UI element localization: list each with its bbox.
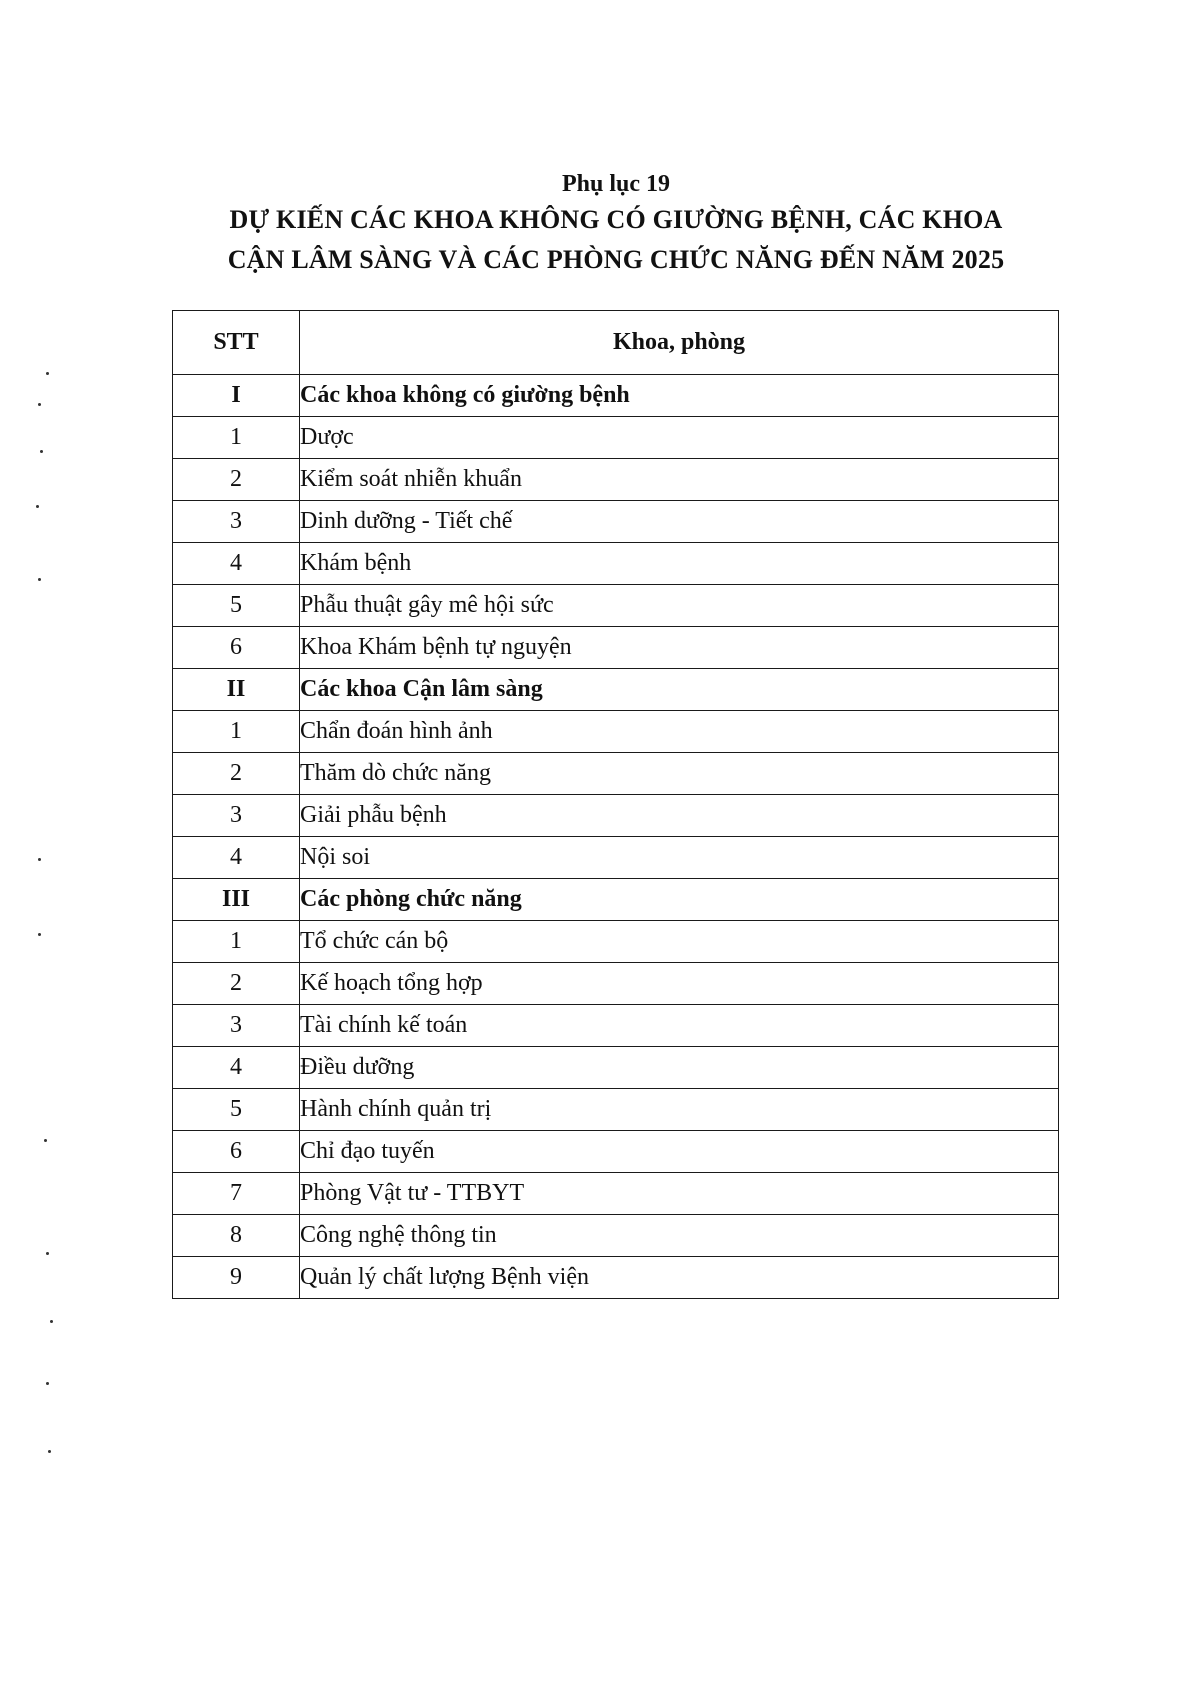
department-name-cell: Kế hoạch tổng hợp	[300, 963, 1059, 1005]
section-number-cell: I	[173, 375, 300, 417]
row-number-cell: 4	[173, 837, 300, 879]
header-stt: STT	[173, 311, 300, 375]
table-row	[173, 963, 1059, 1005]
department-name-cell: Quản lý chất lượng Bệnh viện	[300, 1257, 1059, 1299]
section-number-cell: II	[173, 669, 300, 711]
table-row	[173, 795, 1059, 837]
row-number-cell: 1	[173, 417, 300, 459]
document-title-block	[172, 168, 1060, 280]
row-number-cell: 4	[173, 543, 300, 585]
table-row	[173, 417, 1059, 459]
row-number-cell: 5	[173, 1089, 300, 1131]
table-row	[173, 459, 1059, 501]
row-number-cell: 2	[173, 963, 300, 1005]
row-number-cell: 1	[173, 711, 300, 753]
table-row	[173, 1257, 1059, 1299]
section-title-cell: Các khoa Cận lâm sàng	[300, 669, 1059, 711]
department-name-cell: Khám bệnh	[300, 543, 1059, 585]
department-name-cell: Kiểm soát nhiễn khuẩn	[300, 459, 1059, 501]
row-number-cell: 2	[173, 459, 300, 501]
table-row	[173, 753, 1059, 795]
department-name-cell: Điều dưỡng	[300, 1047, 1059, 1089]
table-row	[173, 1005, 1059, 1047]
department-name-cell: Công nghệ thông tin	[300, 1215, 1059, 1257]
table-row	[173, 501, 1059, 543]
row-number-cell: 2	[173, 753, 300, 795]
section-row	[173, 375, 1059, 417]
row-number-cell: 3	[173, 501, 300, 543]
row-number-cell: 9	[173, 1257, 300, 1299]
department-name-cell: Tổ chức cán bộ	[300, 921, 1059, 963]
row-number-cell: 3	[173, 795, 300, 837]
department-name-cell: Dinh dưỡng - Tiết chế	[300, 501, 1059, 543]
section-title-cell: Các phòng chức năng	[300, 879, 1059, 921]
department-name-cell: Chỉ đạo tuyến	[300, 1131, 1059, 1173]
department-name-cell: Phòng Vật tư - TTBYT	[300, 1173, 1059, 1215]
document-title-line-1: DỰ KIẾN CÁC KHOA KHÔNG CÓ GIƯỜNG BỆNH, CÁC KHOA	[229, 205, 1003, 234]
row-number-cell: 7	[173, 1173, 300, 1215]
table-row	[173, 1215, 1059, 1257]
department-name-cell: Giải phẫu bệnh	[300, 795, 1059, 837]
section-title-cell: Các khoa không có giường bệnh	[300, 375, 1059, 417]
row-number-cell: 6	[173, 1131, 300, 1173]
table-row	[173, 837, 1059, 879]
table-row	[173, 711, 1059, 753]
row-number-cell: 6	[173, 627, 300, 669]
table-row	[173, 1131, 1059, 1173]
table-row	[173, 1173, 1059, 1215]
table-row	[173, 627, 1059, 669]
section-row	[173, 879, 1059, 921]
row-number-cell: 1	[173, 921, 300, 963]
table-body	[173, 375, 1059, 1299]
department-name-cell: Chẩn đoán hình ảnh	[300, 711, 1059, 753]
department-name-cell: Thăm dò chức năng	[300, 753, 1059, 795]
row-number-cell: 3	[173, 1005, 300, 1047]
table-header-row	[173, 311, 1059, 375]
section-number-cell: III	[173, 879, 300, 921]
table-row	[173, 543, 1059, 585]
row-number-cell: 5	[173, 585, 300, 627]
table-row	[173, 921, 1059, 963]
table-row	[173, 1047, 1059, 1089]
department-name-cell: Khoa Khám bệnh tự nguyện	[300, 627, 1059, 669]
department-name-cell: Tài chính kế toán	[300, 1005, 1059, 1047]
department-table	[172, 310, 1059, 1299]
section-row	[173, 669, 1059, 711]
department-name-cell: Dược	[300, 417, 1059, 459]
row-number-cell: 8	[173, 1215, 300, 1257]
department-name-cell: Phẫu thuật gây mê hội sức	[300, 585, 1059, 627]
table-row	[173, 1089, 1059, 1131]
appendix-label: Phụ lục 19	[561, 171, 671, 197]
header-department: Khoa, phòng	[300, 311, 1059, 375]
department-name-cell: Nội soi	[300, 837, 1059, 879]
row-number-cell: 4	[173, 1047, 300, 1089]
table-row	[173, 585, 1059, 627]
document-title-line-2: CẬN LÂM SÀNG VÀ CÁC PHÒNG CHỨC NĂNG ĐẾN NĂM 2025	[227, 245, 1005, 274]
department-name-cell: Hành chính quản trị	[300, 1089, 1059, 1131]
